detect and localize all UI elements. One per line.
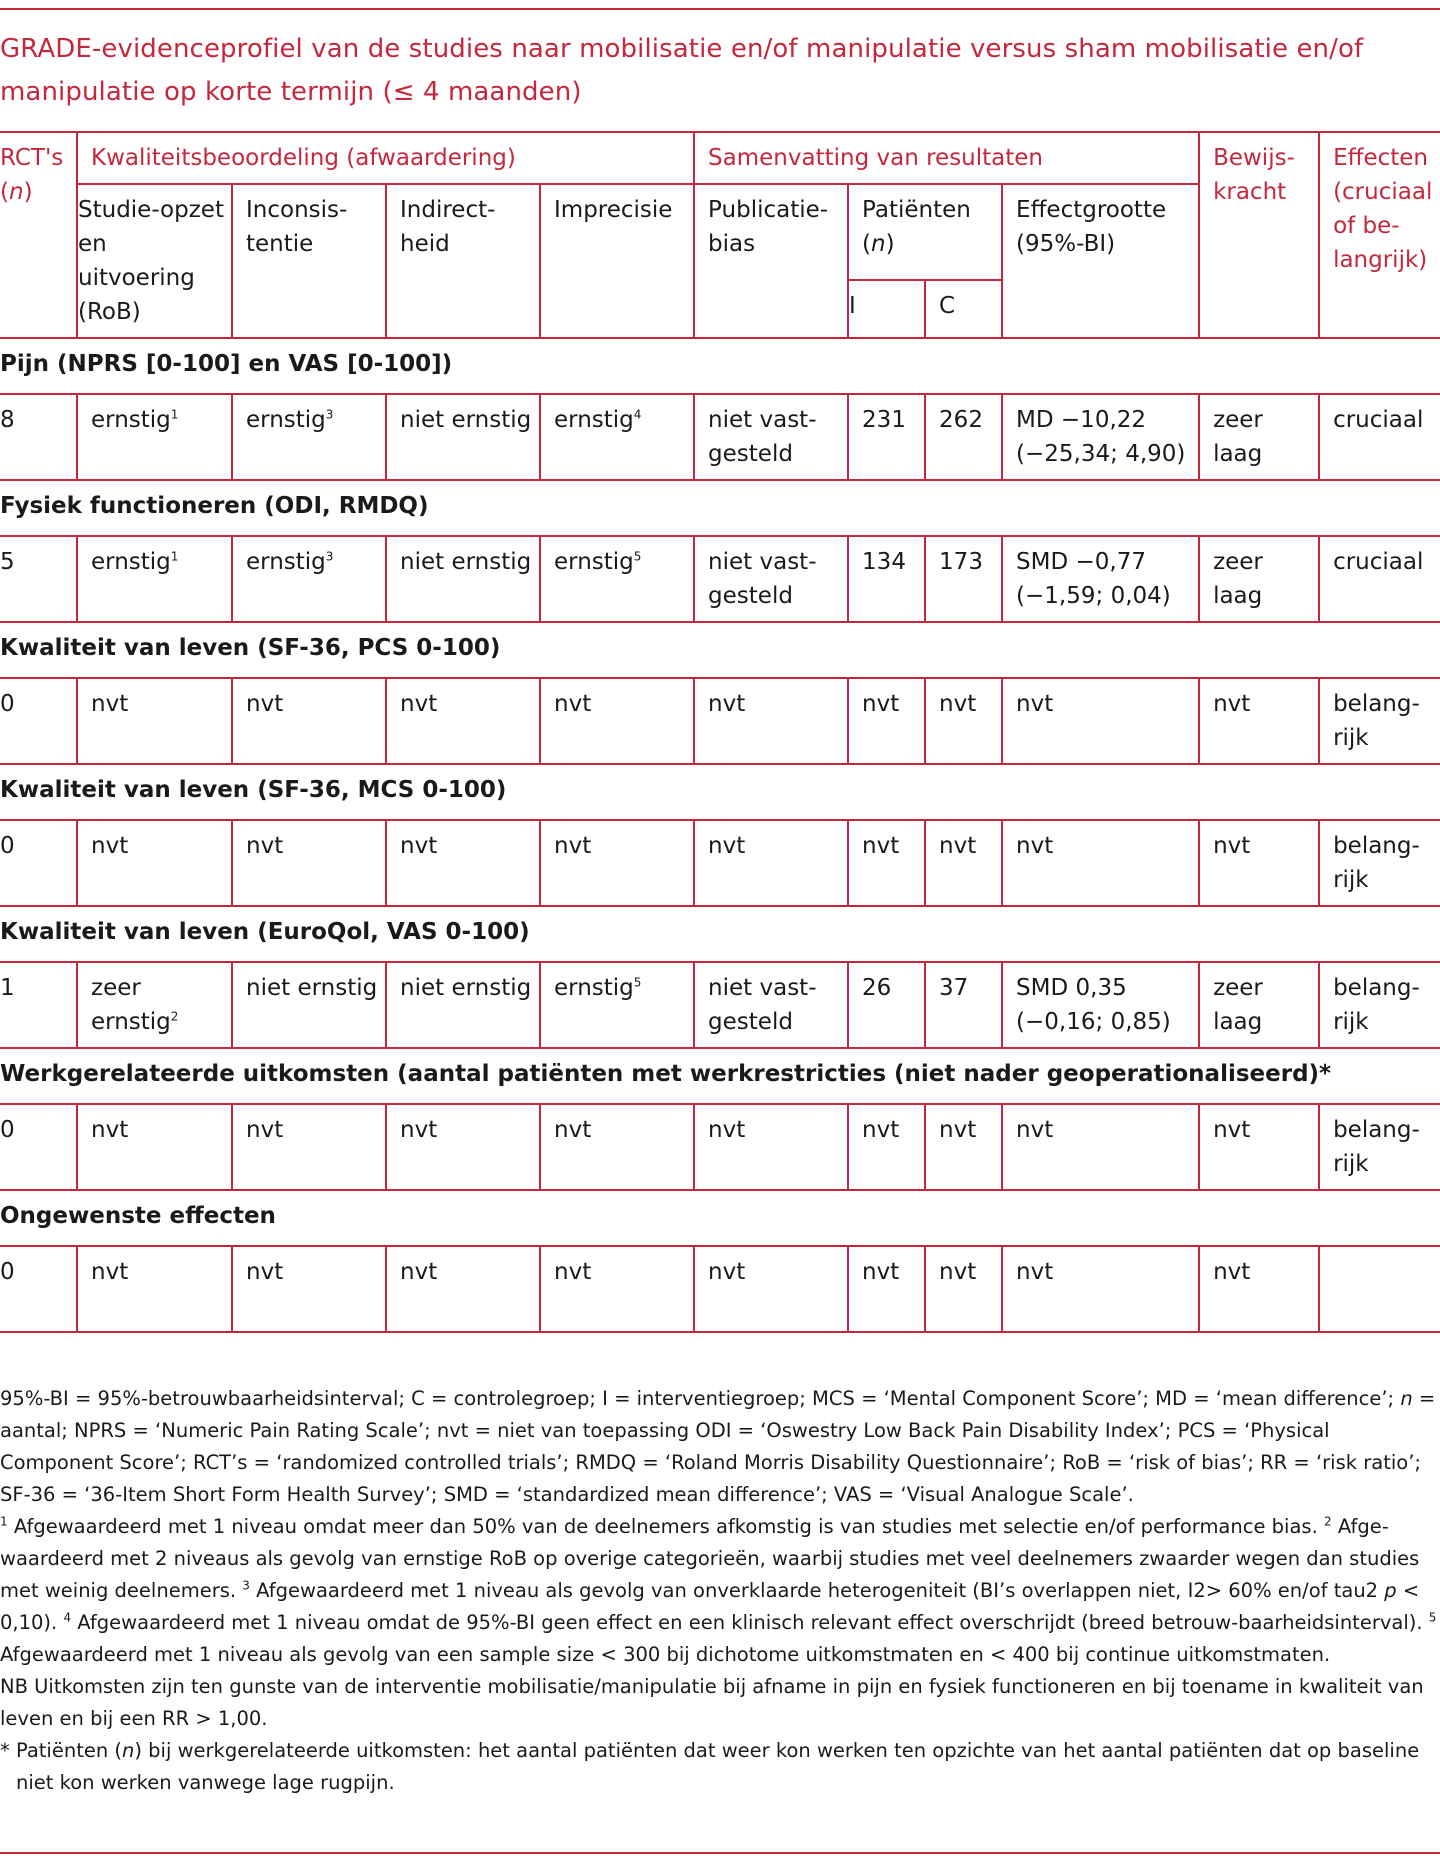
cell-evidence: zeer laag (1199, 394, 1319, 480)
table-row (0, 1246, 1440, 1332)
cell-c: nvt (925, 678, 1002, 764)
header-quality: Kwaliteitsbeoordeling (afwaardering) (77, 132, 694, 184)
cell-c: 37 (925, 962, 1002, 1048)
cell-importance (1319, 1246, 1440, 1332)
header-evidence: Bewijs-kracht (1199, 132, 1319, 338)
cell-i: 26 (848, 962, 925, 1048)
bottom-rule (0, 1852, 1440, 1854)
header-patients: Patiënten (n) (848, 184, 1002, 280)
header-imprecision: Imprecisie (540, 184, 694, 338)
cell-indirectness: niet ernstig (386, 536, 540, 622)
cell-inconsistency: ernstig$^3$ (232, 536, 386, 622)
section-title: Werkgerelateerde uitkomsten (aantal patiënten met werkrestricties (niet nader geoperationaliseerd)* (0, 1048, 1440, 1104)
cell-rob: nvt (77, 1104, 232, 1190)
cell-evidence: zeer laag (1199, 536, 1319, 622)
cell-imprecision: nvt (540, 820, 694, 906)
cell-importance: belang-rijk (1319, 962, 1440, 1048)
cell-imprecision: ernstig$^5$ (540, 536, 694, 622)
header-effects: Effecten (cruciaal of be-langrijk) (1319, 132, 1440, 338)
cell-importance: cruciaal (1319, 536, 1440, 622)
cell-imprecision: nvt (540, 1246, 694, 1332)
cell-pubbias: niet vast-gesteld (694, 962, 848, 1048)
table-row (0, 820, 1440, 906)
cell-rob: ernstig$^1$ (77, 536, 232, 622)
table-row (0, 1104, 1440, 1190)
cell-indirectness: nvt (386, 1246, 540, 1332)
cell-i: nvt (848, 1246, 925, 1332)
cell-n: 8 (0, 394, 77, 480)
cell-indirectness: nvt (386, 1104, 540, 1190)
cell-c: nvt (925, 1104, 1002, 1190)
cell-inconsistency: nvt (232, 678, 386, 764)
section-title: Kwaliteit van leven (SF-36, MCS 0-100) (0, 764, 1440, 820)
header-effectsize: Effectgrootte (95%-BI) (1002, 184, 1199, 338)
cell-n: 0 (0, 1246, 77, 1332)
cell-evidence: nvt (1199, 1104, 1319, 1190)
header-col-i: I (848, 280, 925, 338)
cell-imprecision: nvt (540, 1104, 694, 1190)
cell-rob: ernstig$^1$ (77, 394, 232, 480)
table-row (0, 962, 1440, 1048)
cell-rob: zeer ernstig$^2$ (77, 962, 232, 1048)
header-indirectness: Indirect-heid (386, 184, 540, 338)
cell-n: 5 (0, 536, 77, 622)
header-pubbias: Publicatie-bias (694, 184, 848, 338)
cell-n: 0 (0, 678, 77, 764)
cell-c: 173 (925, 536, 1002, 622)
top-rule (0, 8, 1440, 10)
section-title: Ongewenste effecten (0, 1190, 1440, 1246)
cell-indirectness: niet ernstig (386, 394, 540, 480)
cell-c: 262 (925, 394, 1002, 480)
cell-i: nvt (848, 1104, 925, 1190)
header-summary: Samenvatting van resultaten (694, 132, 1199, 184)
nb-note: NB Uitkomsten zijn ten gunste van de interventie mobilisatie/manipulatie bij afname in pijn en fysiek functioneren en bij toename in kwaliteit van leven en bij een RR > 1,00. (0, 1675, 1424, 1730)
footnotes (0, 1383, 1440, 1799)
cell-indirectness: nvt (386, 678, 540, 764)
cell-inconsistency: nvt (232, 820, 386, 906)
header-rob: Studie-opzet en uitvoering (RoB) (77, 184, 232, 338)
star-note: * Patiënten (n) bij werkgerelateerde uitkomsten: het aantal patiënten dat weer kon werken ten opzichte van het aantal patiënten dat op baseline niet kon werken vanwege lage rugpijn. (0, 1739, 1420, 1794)
grade-table (0, 131, 1440, 1333)
header-rcts: RCT's (n) (0, 132, 77, 338)
cell-imprecision: ernstig$^4$ (540, 394, 694, 480)
cell-pubbias: nvt (694, 1246, 848, 1332)
cell-i: nvt (848, 820, 925, 906)
cell-pubbias: nvt (694, 1104, 848, 1190)
cell-indirectness: nvt (386, 820, 540, 906)
cell-imprecision: nvt (540, 678, 694, 764)
cell-n: 1 (0, 962, 77, 1048)
cell-effectsize: MD −10,22 (−25,34; 4,90) (1002, 394, 1199, 480)
cell-c: nvt (925, 820, 1002, 906)
table-row (0, 678, 1440, 764)
cell-evidence: nvt (1199, 1246, 1319, 1332)
cell-n: 0 (0, 820, 77, 906)
cell-effectsize: nvt (1002, 678, 1199, 764)
cell-pubbias: niet vast-gesteld (694, 394, 848, 480)
section-title: Pijn (NPRS [0-100] en VAS [0-100]) (0, 338, 1440, 394)
cell-effectsize: nvt (1002, 820, 1199, 906)
cell-inconsistency: ernstig$^3$ (232, 394, 386, 480)
cell-effectsize: nvt (1002, 1104, 1199, 1190)
cell-indirectness: niet ernstig (386, 962, 540, 1048)
cell-rob: nvt (77, 678, 232, 764)
cell-effectsize: nvt (1002, 1246, 1199, 1332)
header-col-c: C (925, 280, 1002, 338)
cell-inconsistency: nvt (232, 1246, 386, 1332)
section-title: Kwaliteit van leven (EuroQol, VAS 0-100) (0, 906, 1440, 962)
table-row (0, 536, 1440, 622)
cell-pubbias: niet vast-gesteld (694, 536, 848, 622)
cell-imprecision: ernstig$^5$ (540, 962, 694, 1048)
cell-rob: nvt (77, 820, 232, 906)
cell-pubbias: nvt (694, 678, 848, 764)
footnote-list: $^1$ Afgewaardeerd met 1 niveau omdat meer dan 50% van de deelnemers afkomstig is van studies met selectie en/of performance bias. $^2$ Afge-waardeerd met 2 niveaus als gevolg van ernstige RoB op overige categorieën, waarbij studies met veel deelnemers zwaarder wegen dan studies met weinig deelnemers. $^3$ Afgewaardeerd met 1 niveau als gevolg van onverklaarde heterogeniteit (BI’s overlappen niet, I2> 60% en/of tau2 p < 0,10). $^4$ Afgewaardeerd met 1 niveau omdat de 95%-BI geen effect en een klinisch relevant effect overschrijdt (breed betrouw-baarheidsinterval). $^5$ Afgewaardeerd met 1 niveau als gevolg van een sample size < 300 bij dichotome uitkomstmaten en < 400 bij continue uitkomstmaten. (0, 1514, 1437, 1666)
cell-importance: cruciaal (1319, 394, 1440, 480)
cell-evidence: zeer laag (1199, 962, 1319, 1048)
cell-c: nvt (925, 1246, 1002, 1332)
cell-evidence: nvt (1199, 678, 1319, 764)
cell-i: 231 (848, 394, 925, 480)
cell-pubbias: nvt (694, 820, 848, 906)
table-caption: GRADE-evidenceprofiel van de studies naar mobilisatie en/of manipulatie versus sham mobilisatie en/of manipulatie op korte termijn (≤ 4 maanden) (0, 34, 1364, 107)
cell-inconsistency: nvt (232, 1104, 386, 1190)
cell-effectsize: SMD −0,77 (−1,59; 0,04) (1002, 536, 1199, 622)
cell-i: nvt (848, 678, 925, 764)
section-title: Kwaliteit van leven (SF-36, PCS 0-100) (0, 622, 1440, 678)
cell-inconsistency: niet ernstig (232, 962, 386, 1048)
cell-rob: nvt (77, 1246, 232, 1332)
cell-importance: belang-rijk (1319, 1104, 1440, 1190)
cell-importance: belang-rijk (1319, 820, 1440, 906)
abbreviations: 95%-BI = 95%-betrouwbaarheidsinterval; C = controlegroep; I = interventiegroep; MCS = ‘Mental Component Score’; MD = ‘mean difference’; n = aantal; NPRS = ‘Numeric Pain Rating Scale’; nvt = niet van toepassing ODI = ‘Oswestry Low Back Pain Disability Index’; PCS = ‘Physical Component Score’; RCT’s = ‘randomized controlled trials’; RMDQ = ‘Roland Morris Disability Questionnaire’; RoB = ‘risk of bias’; RR = ‘risk ratio’; SF-36 = ‘36-Item Short Form Health Survey’; SMD = ‘standardized mean difference’; VAS = ‘Visual Analogue Scale’. (0, 1387, 1436, 1506)
header-inconsistency: Inconsis-tentie (232, 184, 386, 338)
cell-effectsize: SMD 0,35 (−0,16; 0,85) (1002, 962, 1199, 1048)
table-row (0, 394, 1440, 480)
cell-importance: belang-rijk (1319, 678, 1440, 764)
section-title: Fysiek functioneren (ODI, RMDQ) (0, 480, 1440, 536)
cell-n: 0 (0, 1104, 77, 1190)
cell-i: 134 (848, 536, 925, 622)
cell-evidence: nvt (1199, 820, 1319, 906)
